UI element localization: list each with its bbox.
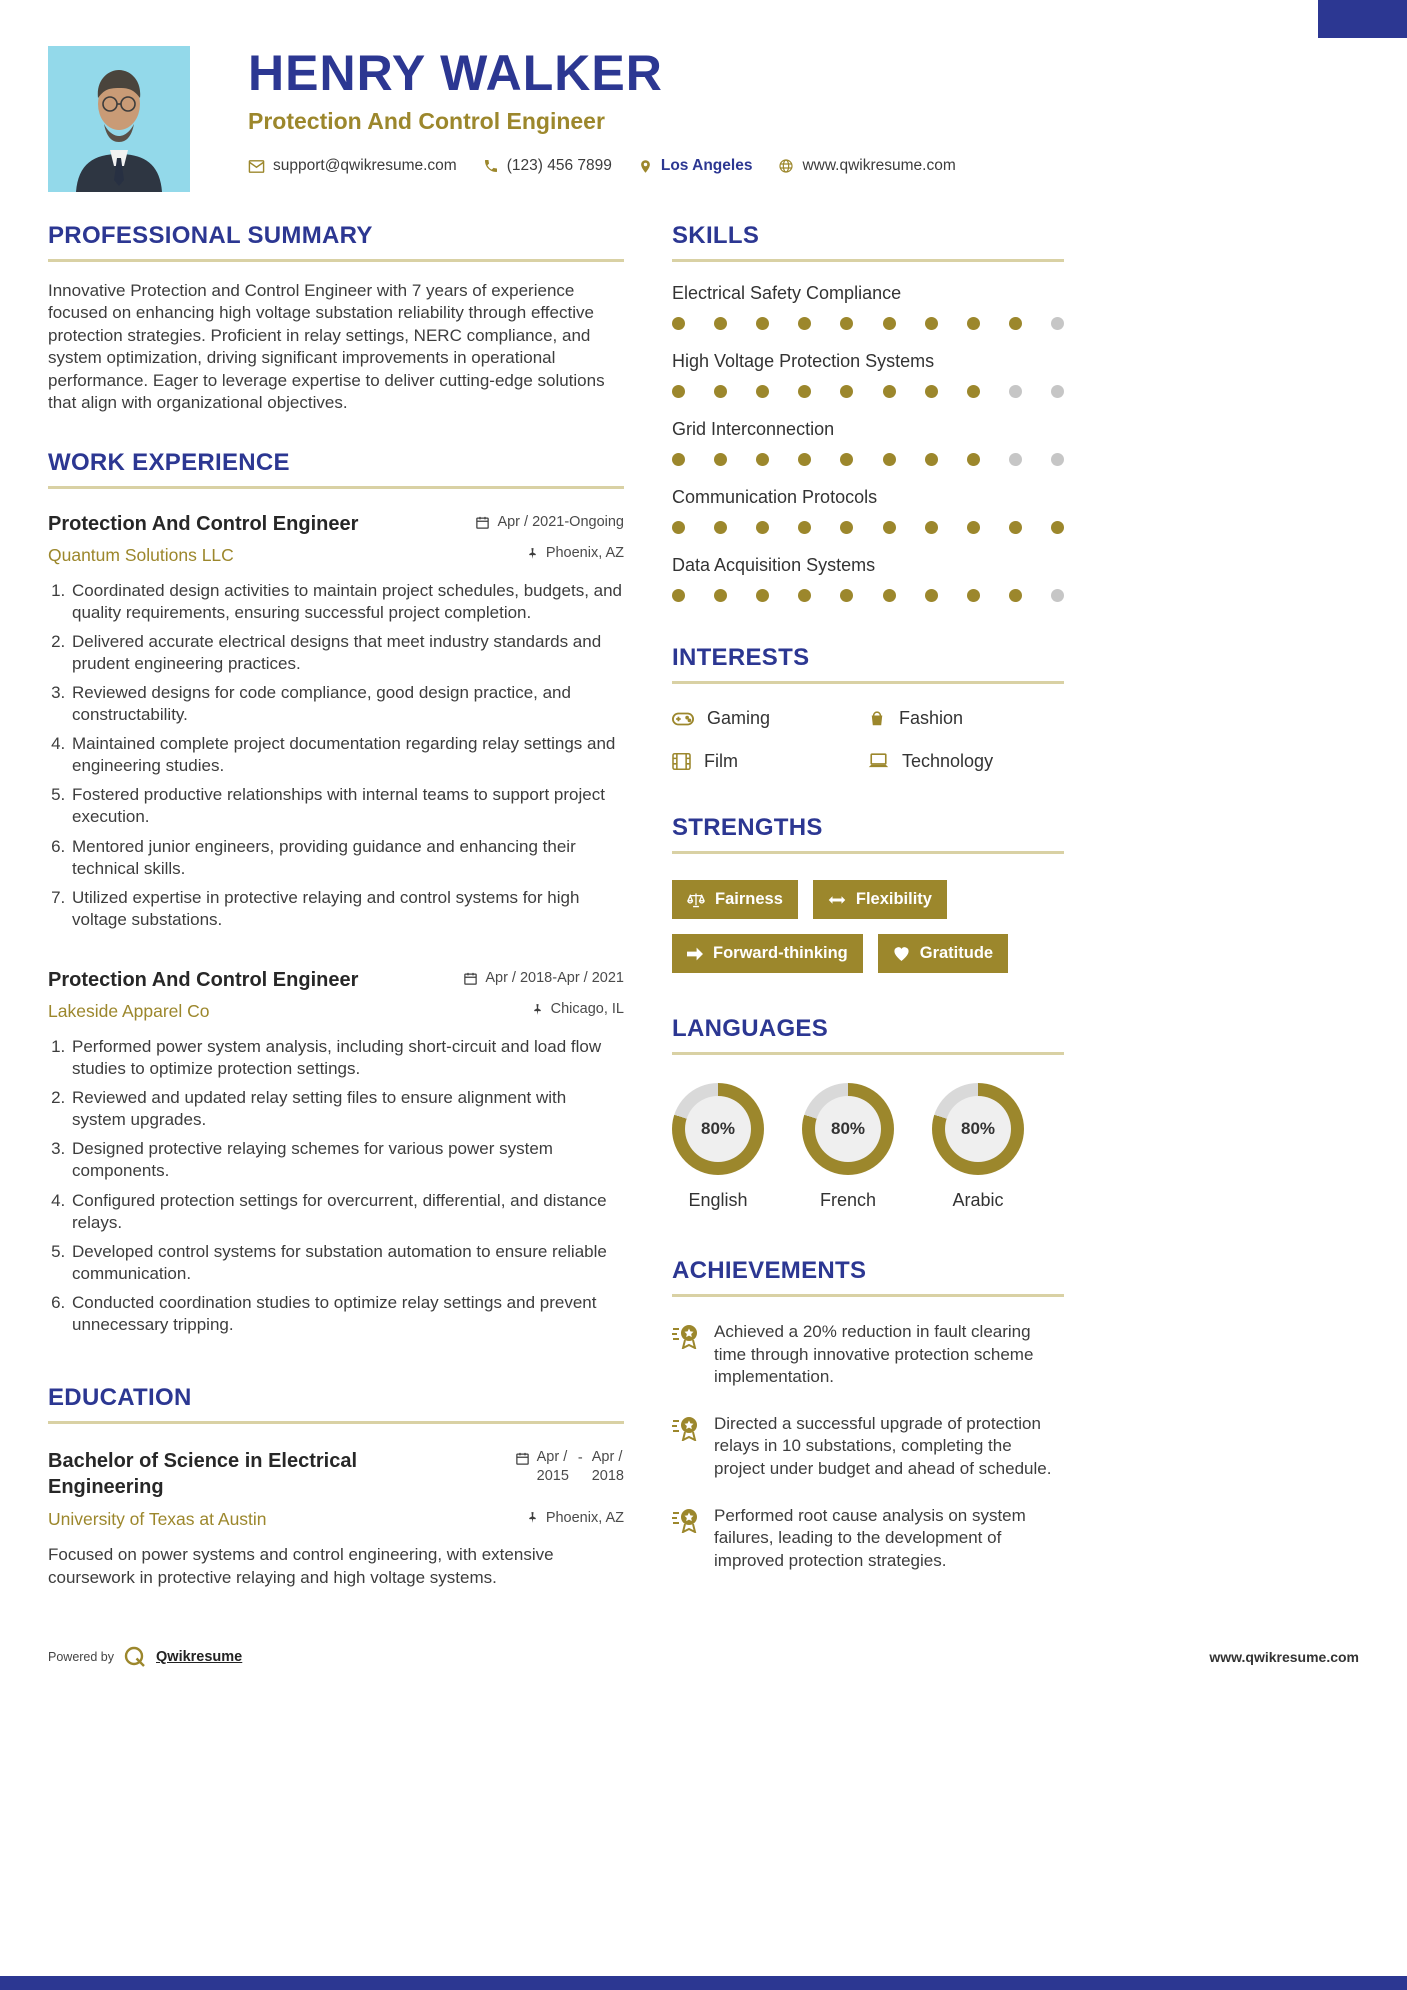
skill-dot: [1009, 385, 1022, 398]
skill-dot: [925, 521, 938, 534]
skill-dot: [967, 521, 980, 534]
section-skills: [672, 222, 1064, 602]
education-dates: [515, 1448, 624, 1500]
qwikresume-brand-link[interactable]: Qwikresume: [156, 1648, 243, 1665]
job-bullet-list: [48, 580, 624, 931]
job-location: Phoenix, AZ: [526, 545, 624, 561]
job-entry: [48, 969, 624, 1336]
heart-icon: [893, 946, 910, 961]
job-bullet: 5. Fostered productive relationships with internal teams to support project execution.: [70, 784, 624, 828]
contact-email[interactable]: support@qwikresume.com: [248, 157, 457, 175]
skill-dot: [798, 589, 811, 602]
section-achievements: [672, 1257, 1064, 1572]
skill-dot: [798, 453, 811, 466]
job-bullet: 7. Utilized expertise in protective relaying and control systems for high voltage substations.: [70, 887, 624, 931]
summary-text: Innovative Protection and Control Engineer with 7 years of experience focused on enhancing high voltage substation reliability through effective protection strategies. Proficient in relay settings, NERC compliance, and system optimization, driving significant improvements in operational performance. Eager to leverage expertise to deliver cutting-edge solutions that align with organizational objectives.: [48, 281, 605, 413]
language-percent: 80%: [960, 1119, 996, 1138]
skill-dot: [883, 589, 896, 602]
skill-dot: [967, 317, 980, 330]
skill-dot: [925, 589, 938, 602]
experience-heading: WORK EXPERIENCE: [48, 449, 624, 489]
award-icon: [672, 1323, 700, 1349]
calendar-icon: [463, 971, 478, 986]
job-bullet: 3. Designed protective relaying schemes for various power system components.: [70, 1138, 624, 1182]
skill-dot: [1009, 521, 1022, 534]
skill-dot: [714, 317, 727, 330]
gamepad-icon: [672, 711, 694, 727]
skill-dot: [883, 453, 896, 466]
interest-item: Fashion: [868, 708, 1064, 729]
contact-location: Los Angeles: [638, 157, 753, 175]
arrow-right-icon: [687, 947, 703, 961]
phone-icon: [483, 158, 499, 174]
skill-dot: [714, 521, 727, 534]
education-date-start: Apr / 2015: [536, 1449, 569, 1484]
skills-heading: SKILLS: [672, 222, 1064, 262]
profile-photo: [48, 46, 190, 192]
award-icon: [672, 1507, 700, 1533]
skill-dot: [1051, 589, 1064, 602]
profile-photo-illustration: [48, 46, 190, 192]
skill-dot: [1051, 317, 1064, 330]
bag-icon: [868, 709, 886, 728]
education-location: Phoenix, AZ: [526, 1510, 624, 1526]
skill-rating: [672, 317, 1064, 330]
language-ring: [932, 1083, 1024, 1175]
summary-heading: PROFESSIONAL SUMMARY: [48, 222, 624, 262]
strengths-heading: STRENGTHS: [672, 814, 1064, 854]
skill-dot: [672, 317, 685, 330]
skill-dot: [883, 521, 896, 534]
achievements-heading: ACHIEVEMENTS: [672, 1257, 1064, 1297]
skill-dot: [967, 385, 980, 398]
skill-dot: [672, 521, 685, 534]
skill-dot: [798, 521, 811, 534]
skill-item: Electrical Safety Compliance: [672, 283, 1064, 330]
school-name: University of Texas at Austin: [48, 1509, 267, 1530]
section-strengths: [672, 814, 1064, 973]
pin-icon: [531, 1002, 544, 1017]
education-heading: EDUCATION: [48, 1384, 624, 1424]
job-bullet: 1. Coordinated design activities to maintain project schedules, budgets, and quality requirements, ensuring successful project completion.: [70, 580, 624, 624]
skill-dot: [1051, 521, 1064, 534]
job-dates: Apr / 2021-Ongoing: [475, 514, 624, 530]
skill-dot: [840, 589, 853, 602]
globe-icon: [778, 158, 794, 174]
job-bullet: 5. Developed control systems for substation automation to ensure reliable communication.: [70, 1241, 624, 1285]
top-right-accent: [1318, 0, 1407, 38]
job-company: Quantum Solutions LLC: [48, 544, 234, 565]
skill-dot: [1009, 317, 1022, 330]
award-icon: [672, 1415, 700, 1441]
skill-item: High Voltage Protection Systems: [672, 351, 1064, 398]
header: [0, 0, 1407, 192]
contact-phone[interactable]: (123) 456 7899: [483, 157, 612, 175]
job-entry: [48, 513, 624, 931]
job-location: Chicago, IL: [531, 1001, 624, 1017]
left-column: [48, 222, 624, 1623]
date-separator: -: [577, 1450, 583, 1467]
candidate-name: HENRY WALKER: [248, 45, 663, 101]
skill-dot: [840, 385, 853, 398]
skill-rating: [672, 589, 1064, 602]
achievement-item: Performed root cause analysis on system failures, leading to the development of improved protection strategies.: [672, 1505, 1064, 1573]
skill-dot: [756, 521, 769, 534]
skill-dot: [840, 521, 853, 534]
job-bullet: 2. Reviewed and updated relay setting files to ensure alignment with system upgrades.: [70, 1087, 624, 1131]
mail-icon: [248, 158, 265, 175]
degree-title: Bachelor of Science in Electrical Engineering: [48, 1450, 358, 1499]
job-bullet: 6. Conducted coordination studies to optimize relay settings and prevent unnecessary tripping.: [70, 1292, 624, 1336]
contact-website[interactable]: www.qwikresume.com: [778, 157, 955, 175]
education-date-end: Apr / 2018: [591, 1449, 624, 1484]
skill-dot: [883, 317, 896, 330]
skill-rating: [672, 521, 1064, 534]
powered-by: Powered by Qwikresume: [48, 1645, 242, 1669]
job-title: Protection And Control Engineer: [48, 968, 359, 991]
skill-item: Grid Interconnection: [672, 419, 1064, 466]
film-icon: [672, 753, 691, 770]
job-bullet: 1. Performed power system analysis, including short-circuit and load flow studies to optimize protection settings.: [70, 1036, 624, 1080]
right-column: [672, 222, 1064, 1606]
interest-item: Gaming: [672, 708, 868, 729]
achievement-item: Achieved a 20% reduction in fault clearing time through innovative protection scheme implementation.: [672, 1321, 1064, 1389]
section-interests: [672, 644, 1064, 772]
strength-badge: Forward-thinking: [672, 934, 863, 973]
section-languages: [672, 1015, 1064, 1211]
skill-dot: [967, 453, 980, 466]
skill-dot: [714, 589, 727, 602]
contact-row: [248, 157, 982, 175]
job-bullet-list: [48, 1036, 624, 1336]
job-bullet: 4. Maintained complete project documentation regarding relay settings and engineering studies.: [70, 733, 624, 777]
interest-item: Technology: [868, 751, 1064, 772]
calendar-icon: [515, 1451, 530, 1466]
laptop-icon: [868, 753, 889, 770]
skill-dot: [925, 317, 938, 330]
strength-badge: Flexibility: [813, 880, 947, 919]
skill-dot: [714, 453, 727, 466]
education-description: Focused on power systems and control engineering, with extensive coursework in protective relaying and high voltage systems.: [48, 1545, 554, 1587]
interests-heading: INTERESTS: [672, 644, 1064, 684]
skill-dot: [1051, 385, 1064, 398]
skill-rating: [672, 453, 1064, 466]
job-bullet: 2. Delivered accurate electrical designs that meet industry standards and prudent engineering practices.: [70, 631, 624, 675]
skill-item: Communication Protocols: [672, 487, 1064, 534]
skill-dot: [883, 385, 896, 398]
candidate-title: Protection And Control Engineer: [248, 108, 605, 134]
bottom-accent-bar: [0, 1976, 1407, 1990]
job-title: Protection And Control Engineer: [48, 512, 359, 535]
skill-dot: [756, 453, 769, 466]
language-item: [672, 1083, 764, 1211]
language-label: French: [819, 1190, 877, 1210]
footer: [0, 1645, 1407, 1669]
languages-heading: LANGUAGES: [672, 1015, 1064, 1055]
language-percent: 80%: [830, 1119, 866, 1138]
footer-website[interactable]: www.qwikresume.com: [1209, 1648, 1359, 1665]
job-company: Lakeside Apparel Co: [48, 1000, 210, 1021]
skill-dot: [1051, 453, 1064, 466]
content-columns: [0, 222, 1407, 1623]
scales-icon: [687, 892, 705, 908]
pin-icon: [526, 1510, 539, 1525]
job-bullet: 3. Reviewed designs for code compliance, good design practice, and constructability.: [70, 682, 624, 726]
strength-badge: Gratitude: [878, 934, 1008, 973]
language-ring: [672, 1083, 764, 1175]
job-bullet: 4. Configured protection settings for overcurrent, differential, and distance relays.: [70, 1190, 624, 1234]
skill-dot: [798, 385, 811, 398]
language-label: English: [688, 1190, 748, 1210]
skill-dot: [840, 453, 853, 466]
skill-dot: [672, 453, 685, 466]
skill-dot: [925, 453, 938, 466]
skill-dot: [672, 385, 685, 398]
skill-dot: [756, 385, 769, 398]
skill-dot: [967, 589, 980, 602]
achievement-item: Directed a successful upgrade of protection relays in 10 substations, completing the project under budget and ahead of schedule.: [672, 1413, 1064, 1481]
interest-item: Film: [672, 751, 868, 772]
strength-badge: Fairness: [672, 880, 798, 919]
left-right-arrow-icon: [828, 894, 846, 906]
skill-dot: [672, 589, 685, 602]
skill-dot: [840, 317, 853, 330]
skill-dot: [756, 317, 769, 330]
location-icon: [638, 158, 653, 175]
skill-item: Data Acquisition Systems: [672, 555, 1064, 602]
section-professional-summary: [48, 222, 624, 415]
skill-dot: [1009, 453, 1022, 466]
language-percent: 80%: [700, 1119, 736, 1138]
pin-icon: [526, 546, 539, 561]
language-ring: [802, 1083, 894, 1175]
section-work-experience: [48, 449, 624, 1336]
language-label: Arabic: [952, 1190, 1004, 1210]
qwikresume-logo-icon: [123, 1645, 147, 1669]
header-info: [248, 46, 982, 175]
skill-dot: [756, 589, 769, 602]
skill-dot: [925, 385, 938, 398]
section-education: [48, 1384, 624, 1589]
language-item: [802, 1083, 894, 1211]
skill-dot: [798, 317, 811, 330]
job-dates: Apr / 2018-Apr / 2021: [463, 970, 624, 986]
job-bullet: 6. Mentored junior engineers, providing guidance and enhancing their technical skills.: [70, 836, 624, 880]
language-item: [932, 1083, 1024, 1211]
skill-dot: [714, 385, 727, 398]
calendar-icon: [475, 515, 490, 530]
skill-rating: [672, 385, 1064, 398]
skill-dot: [1009, 589, 1022, 602]
